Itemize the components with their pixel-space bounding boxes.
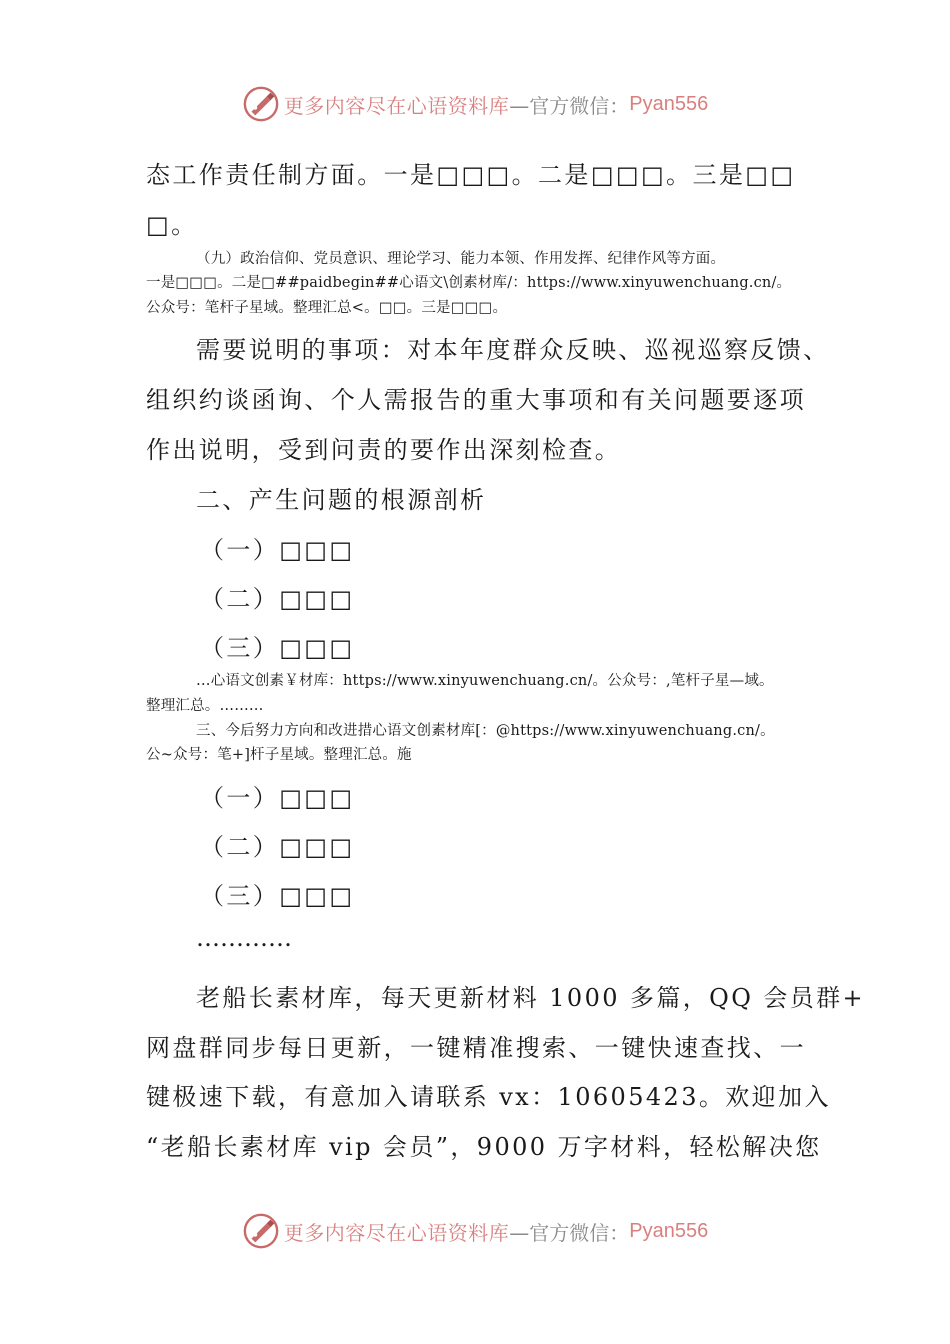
list-item: （一）□□□ — [200, 784, 355, 812]
text-line: 网盘群同步每日更新，一键精准搜索、一键快速查找、一 — [146, 1034, 806, 1062]
list-item: （三）□□□ — [200, 882, 355, 910]
text-line: 需要说明的事项：对本年度群众反映、巡视巡察反馈、 — [196, 336, 830, 364]
text-line: 作出说明，受到问责的要作出深刻检查。 — [146, 436, 622, 464]
ellipsis-line: ………… — [196, 924, 292, 952]
section-heading: 二、产生问题的根源剖析 — [196, 486, 487, 514]
footer-brand-text: 更多内容尽在心语资料库 — [283, 1220, 510, 1245]
small-text-line: 一是□□□。二是□##paidbegin##心语文\创素材库/：https://www.xinyuwenchuang.cn/。 — [146, 275, 792, 291]
pen-logo-icon — [242, 85, 280, 123]
text-line: “老船长素材库 vip 会员”，9000 万字材料，轻松解决您 — [146, 1133, 822, 1161]
text-line: □。 — [146, 211, 198, 239]
text-line: 键极速下载，有意加入请联系 vx：10605423。欢迎加入 — [146, 1083, 831, 1111]
text-line: 态工作责任制方面。一是□□□。二是□□□。三是□□ — [146, 161, 796, 189]
header-official-label: —官方微信： — [509, 93, 630, 118]
small-text-line: （九）政治信仰、党员意识、理论学习、能力本领、作用发挥、纪律作风等方面。 — [196, 251, 726, 267]
footer-official-label: —官方微信： — [509, 1220, 630, 1245]
text-line: 老船长素材库，每天更新材料 1000 多篇，QQ 会员群+ — [196, 984, 866, 1012]
list-item: （三）□□□ — [200, 634, 355, 662]
small-text-line: 整理汇总。……… — [146, 698, 264, 714]
small-text-line: …心语文创素￥材库：https://www.xinyuwenchuang.cn/。公众号：,笔杆子星—域。 — [196, 673, 774, 689]
header-brand-text: 更多内容尽在心语资料库 — [283, 93, 510, 118]
footer-banner — [0, 1209, 950, 1253]
footer-wechat-id: Pyan556 — [629, 1219, 709, 1242]
small-text-line: 三、今后努力方向和改进措心语文创素材库[：@https://www.xinyuwenchuang.cn/。 — [196, 723, 775, 739]
header-wechat-id: Pyan556 — [629, 92, 709, 115]
small-text-line: 公~众号：笔+]杆子星域。整理汇总。施 — [146, 747, 412, 763]
small-text-line: 公众号：笔杆子星域。整理汇总<。□□。三是□□□。 — [146, 300, 508, 316]
list-item: （二）□□□ — [200, 585, 355, 613]
text-line: 组织约谈函询、个人需报告的重大事项和有关问题要逐项 — [146, 386, 806, 414]
pen-logo-icon — [242, 1212, 280, 1250]
list-item: （一）□□□ — [200, 536, 355, 564]
list-item: （二）□□□ — [200, 833, 355, 861]
header-banner — [0, 82, 950, 126]
